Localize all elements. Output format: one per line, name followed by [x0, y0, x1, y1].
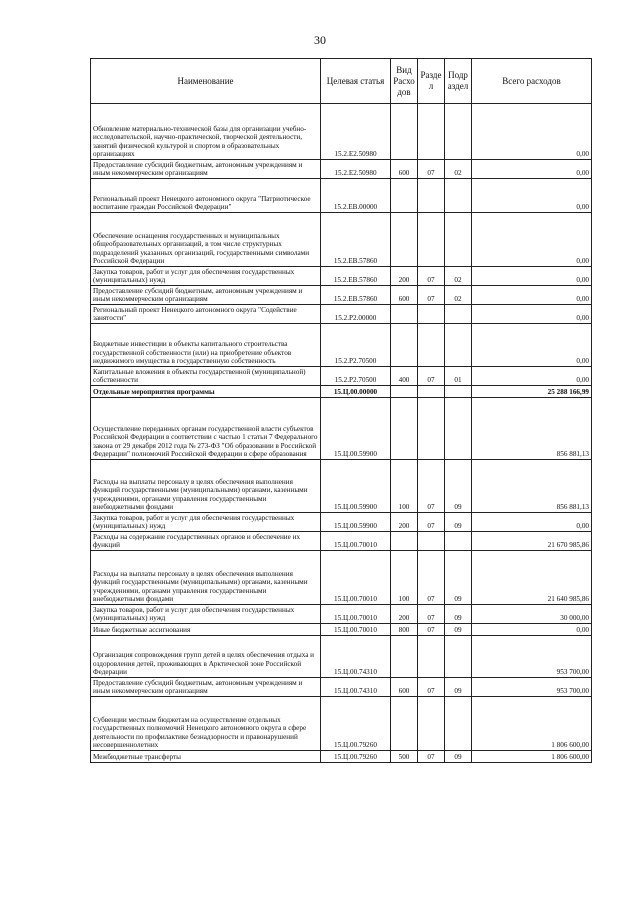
cell-expense-type: 100: [391, 460, 418, 513]
table-row: [91, 305, 592, 324]
cell-subsection: [445, 532, 472, 551]
cell-target-article: 15.Ц.00.70010: [321, 624, 391, 636]
table-row: [91, 751, 592, 763]
cell-subsection: [445, 697, 472, 751]
cell-subsection: [445, 179, 472, 213]
cell-name: Бюджетные инвестиции в объекты капитального строительства государственной собственности (или) на приобретение объектов недвижимого имущества в государственную собственность: [91, 324, 321, 367]
cell-target-article: 15.2.ЕВ.57860: [321, 213, 391, 267]
cell-name: Региональный проект Ненецкого автономного округа "Содействие занятости": [91, 305, 321, 324]
cell-section: [418, 398, 445, 460]
cell-expense-type: 600: [391, 286, 418, 305]
cell-expense-type: [391, 636, 418, 678]
cell-subsection: 09: [445, 751, 472, 763]
cell-expense-type: [391, 532, 418, 551]
cell-expense-type: [391, 305, 418, 324]
table-row: [91, 386, 592, 398]
cell-total: 0,00: [472, 267, 592, 286]
cell-expense-type: [391, 213, 418, 267]
cell-target-article: 15.Ц.00.70010: [321, 605, 391, 624]
cell-total: 953 700,00: [472, 636, 592, 678]
cell-name: Организация сопровождения групп детей в целях обеспечения отдыха и оздоровления детей, проживающих в Арктической зоне Российской Федерации: [91, 636, 321, 678]
table-body: [91, 104, 592, 763]
table-row: [91, 286, 592, 305]
cell-total: 0,00: [472, 286, 592, 305]
table-row: [91, 213, 592, 267]
cell-section: [418, 386, 445, 398]
cell-subsection: [445, 386, 472, 398]
cell-section: [418, 636, 445, 678]
cell-subsection: 09: [445, 678, 472, 697]
cell-section: [418, 324, 445, 367]
cell-section: [418, 305, 445, 324]
table-row: [91, 678, 592, 697]
cell-name: Предоставление субсидий бюджетным, автономным учреждениям и иным некоммерческим организациям: [91, 678, 321, 697]
cell-target-article: 15.Ц.00.00000: [321, 386, 391, 398]
cell-subsection: [445, 305, 472, 324]
table-row: [91, 605, 592, 624]
cell-subsection: 09: [445, 513, 472, 532]
cell-expense-type: 400: [391, 367, 418, 386]
cell-target-article: 15.2.Р2.70500: [321, 324, 391, 367]
cell-name: Отдельные мероприятия программы: [91, 386, 321, 398]
cell-target-article: 15.Ц.00.59900: [321, 398, 391, 460]
cell-subsection: 09: [445, 551, 472, 605]
table-row: [91, 367, 592, 386]
cell-total: 856 881,13: [472, 398, 592, 460]
cell-section: 07: [418, 551, 445, 605]
cell-expense-type: [391, 398, 418, 460]
cell-section: 07: [418, 751, 445, 763]
cell-target-article: 15.Ц.00.74310: [321, 636, 391, 678]
cell-subsection: [445, 324, 472, 367]
cell-total: 0,00: [472, 213, 592, 267]
cell-expense-type: [391, 697, 418, 751]
cell-expense-type: 800: [391, 624, 418, 636]
table-row: [91, 624, 592, 636]
cell-total: 0,00: [472, 324, 592, 367]
cell-expense-type: [391, 386, 418, 398]
cell-subsection: 02: [445, 267, 472, 286]
cell-name: Капитальные вложения в объекты государственной (муниципальной) собственности: [91, 367, 321, 386]
header-target-article: Целевая статья: [321, 59, 391, 104]
cell-name: Расходы на выплаты персоналу в целях обеспечения выполнения функций государственными (муниципальными) органами, казенными учреждениями, органами управления государственными внебюджетными фондами: [91, 460, 321, 513]
cell-expense-type: 200: [391, 605, 418, 624]
cell-name: Расходы на содержание государственных органов и обеспечение их функций: [91, 532, 321, 551]
cell-target-article: 15.2.ЕВ.00000: [321, 179, 391, 213]
cell-total: 0,00: [472, 160, 592, 179]
cell-name: Обеспечение оснащения государственных и муниципальных общеобразовательных организаций, в том числе структурных подразделений указанных организаций, государственными символами Российской Федерации: [91, 213, 321, 267]
cell-section: 07: [418, 678, 445, 697]
cell-expense-type: [391, 179, 418, 213]
table-row: [91, 513, 592, 532]
table-row: [91, 179, 592, 213]
cell-target-article: 15.2.ЕВ.57860: [321, 286, 391, 305]
cell-total: 0,00: [472, 624, 592, 636]
cell-name: Закупка товаров, работ и услуг для обеспечения государственных (муниципальных) нужд: [91, 605, 321, 624]
cell-section: [418, 213, 445, 267]
cell-total: 1 806 600,00: [472, 697, 592, 751]
cell-name: Региональный проект Ненецкого автономного округа "Патриотическое воспитание граждан Российской Федерации": [91, 179, 321, 213]
cell-section: 07: [418, 267, 445, 286]
cell-total: 0,00: [472, 104, 592, 160]
cell-expense-type: 500: [391, 751, 418, 763]
table-row: [91, 398, 592, 460]
cell-target-article: 15.Ц.00.59900: [321, 513, 391, 532]
table-row: [91, 636, 592, 678]
cell-name: Предоставление субсидий бюджетным, автономным учреждениям и иным некоммерческим организациям: [91, 160, 321, 179]
cell-total: 0,00: [472, 179, 592, 213]
cell-section: 07: [418, 460, 445, 513]
cell-total: 0,00: [472, 305, 592, 324]
cell-expense-type: 200: [391, 267, 418, 286]
cell-subsection: [445, 104, 472, 160]
cell-target-article: 15.2.Е2.50980: [321, 160, 391, 179]
cell-subsection: 02: [445, 160, 472, 179]
cell-section: [418, 532, 445, 551]
cell-section: 07: [418, 513, 445, 532]
table-row: [91, 160, 592, 179]
cell-name: Межбюджетные трансферты: [91, 751, 321, 763]
cell-target-article: 15.Ц.00.70010: [321, 551, 391, 605]
header-total-expenses: Всего расходов: [472, 59, 592, 104]
cell-target-article: 15.Ц.00.59900: [321, 460, 391, 513]
cell-target-article: 15.2.Р2.70500: [321, 367, 391, 386]
cell-total: 0,00: [472, 513, 592, 532]
cell-section: [418, 104, 445, 160]
table-row: [91, 104, 592, 160]
cell-expense-type: [391, 104, 418, 160]
table-row: [91, 532, 592, 551]
budget-table: [90, 58, 592, 763]
cell-target-article: 15.2.Е2.50980: [321, 104, 391, 160]
cell-total: 21 670 985,86: [472, 532, 592, 551]
cell-name: Иные бюджетные ассигнования: [91, 624, 321, 636]
cell-subsection: 09: [445, 624, 472, 636]
cell-total: 21 640 985,86: [472, 551, 592, 605]
table-header-row: [91, 59, 592, 104]
cell-section: 07: [418, 286, 445, 305]
table-row: [91, 551, 592, 605]
cell-total: 953 700,00: [472, 678, 592, 697]
header-subsection: Подр аздел: [445, 59, 472, 104]
cell-target-article: 15.Ц.00.79260: [321, 697, 391, 751]
cell-target-article: 15.Ц.00.70010: [321, 532, 391, 551]
cell-target-article: 15.2.Р2.00000: [321, 305, 391, 324]
cell-name: Субвенции местным бюджетам на осуществление отдельных государственных полномочий Ненецкого автономного округа в сфере деятельности по профилактике безнадзорности и правонарушений несовершеннолетних: [91, 697, 321, 751]
cell-subsection: 09: [445, 460, 472, 513]
cell-name: Обновление материально-технической базы для организации учебно-исследовательской, научно-практической, творческой деятельности, занятий физической культурой и спортом в образовательных организациях: [91, 104, 321, 160]
cell-subsection: [445, 636, 472, 678]
cell-expense-type: [391, 324, 418, 367]
cell-name: Закупка товаров, работ и услуг для обеспечения государственных (муниципальных) нужд: [91, 267, 321, 286]
cell-section: 07: [418, 605, 445, 624]
cell-subsection: 09: [445, 605, 472, 624]
cell-total: 856 881,13: [472, 460, 592, 513]
cell-total: 25 288 166,99: [472, 386, 592, 398]
header-name: Наименование: [91, 59, 321, 104]
cell-subsection: 01: [445, 367, 472, 386]
cell-section: 07: [418, 367, 445, 386]
header-expense-type: Вид Расхо дов: [391, 59, 418, 104]
cell-subsection: [445, 213, 472, 267]
cell-section: [418, 179, 445, 213]
cell-subsection: 02: [445, 286, 472, 305]
cell-name: Осуществление переданных органам государственной власти субъектов Российской Федерации в соответствии с частью 1 статьи 7 Федерального закона от 29 декабря 2012 года № 273-ФЗ "Об образовании в Российской Федерации" полномочий Российской Федерации в сфере образования: [91, 398, 321, 460]
table-row: [91, 460, 592, 513]
cell-target-article: 15.2.ЕВ.57860: [321, 267, 391, 286]
cell-subsection: [445, 398, 472, 460]
cell-total: 1 806 600,00: [472, 751, 592, 763]
cell-total: 0,00: [472, 367, 592, 386]
cell-expense-type: 600: [391, 678, 418, 697]
page-number: 30: [314, 33, 326, 47]
cell-name: Предоставление субсидий бюджетным, автономным учреждениям и иным некоммерческим организациям: [91, 286, 321, 305]
cell-section: 07: [418, 160, 445, 179]
cell-expense-type: 200: [391, 513, 418, 532]
cell-total: 30 000,00: [472, 605, 592, 624]
cell-expense-type: 100: [391, 551, 418, 605]
cell-section: 07: [418, 624, 445, 636]
cell-target-article: 15.Ц.00.79260: [321, 751, 391, 763]
header-section: Разде л: [418, 59, 445, 104]
table-row: [91, 697, 592, 751]
table-row: [91, 324, 592, 367]
cell-section: [418, 697, 445, 751]
cell-target-article: 15.Ц.00.74310: [321, 678, 391, 697]
cell-name: Расходы на выплаты персоналу в целях обеспечения выполнения функций государственными (муниципальными) органами, казенными учреждениями, органами управления государственными внебюджетными фондами: [91, 551, 321, 605]
cell-expense-type: 600: [391, 160, 418, 179]
cell-name: Закупка товаров, работ и услуг для обеспечения государственных (муниципальных) нужд: [91, 513, 321, 532]
table-row: [91, 267, 592, 286]
